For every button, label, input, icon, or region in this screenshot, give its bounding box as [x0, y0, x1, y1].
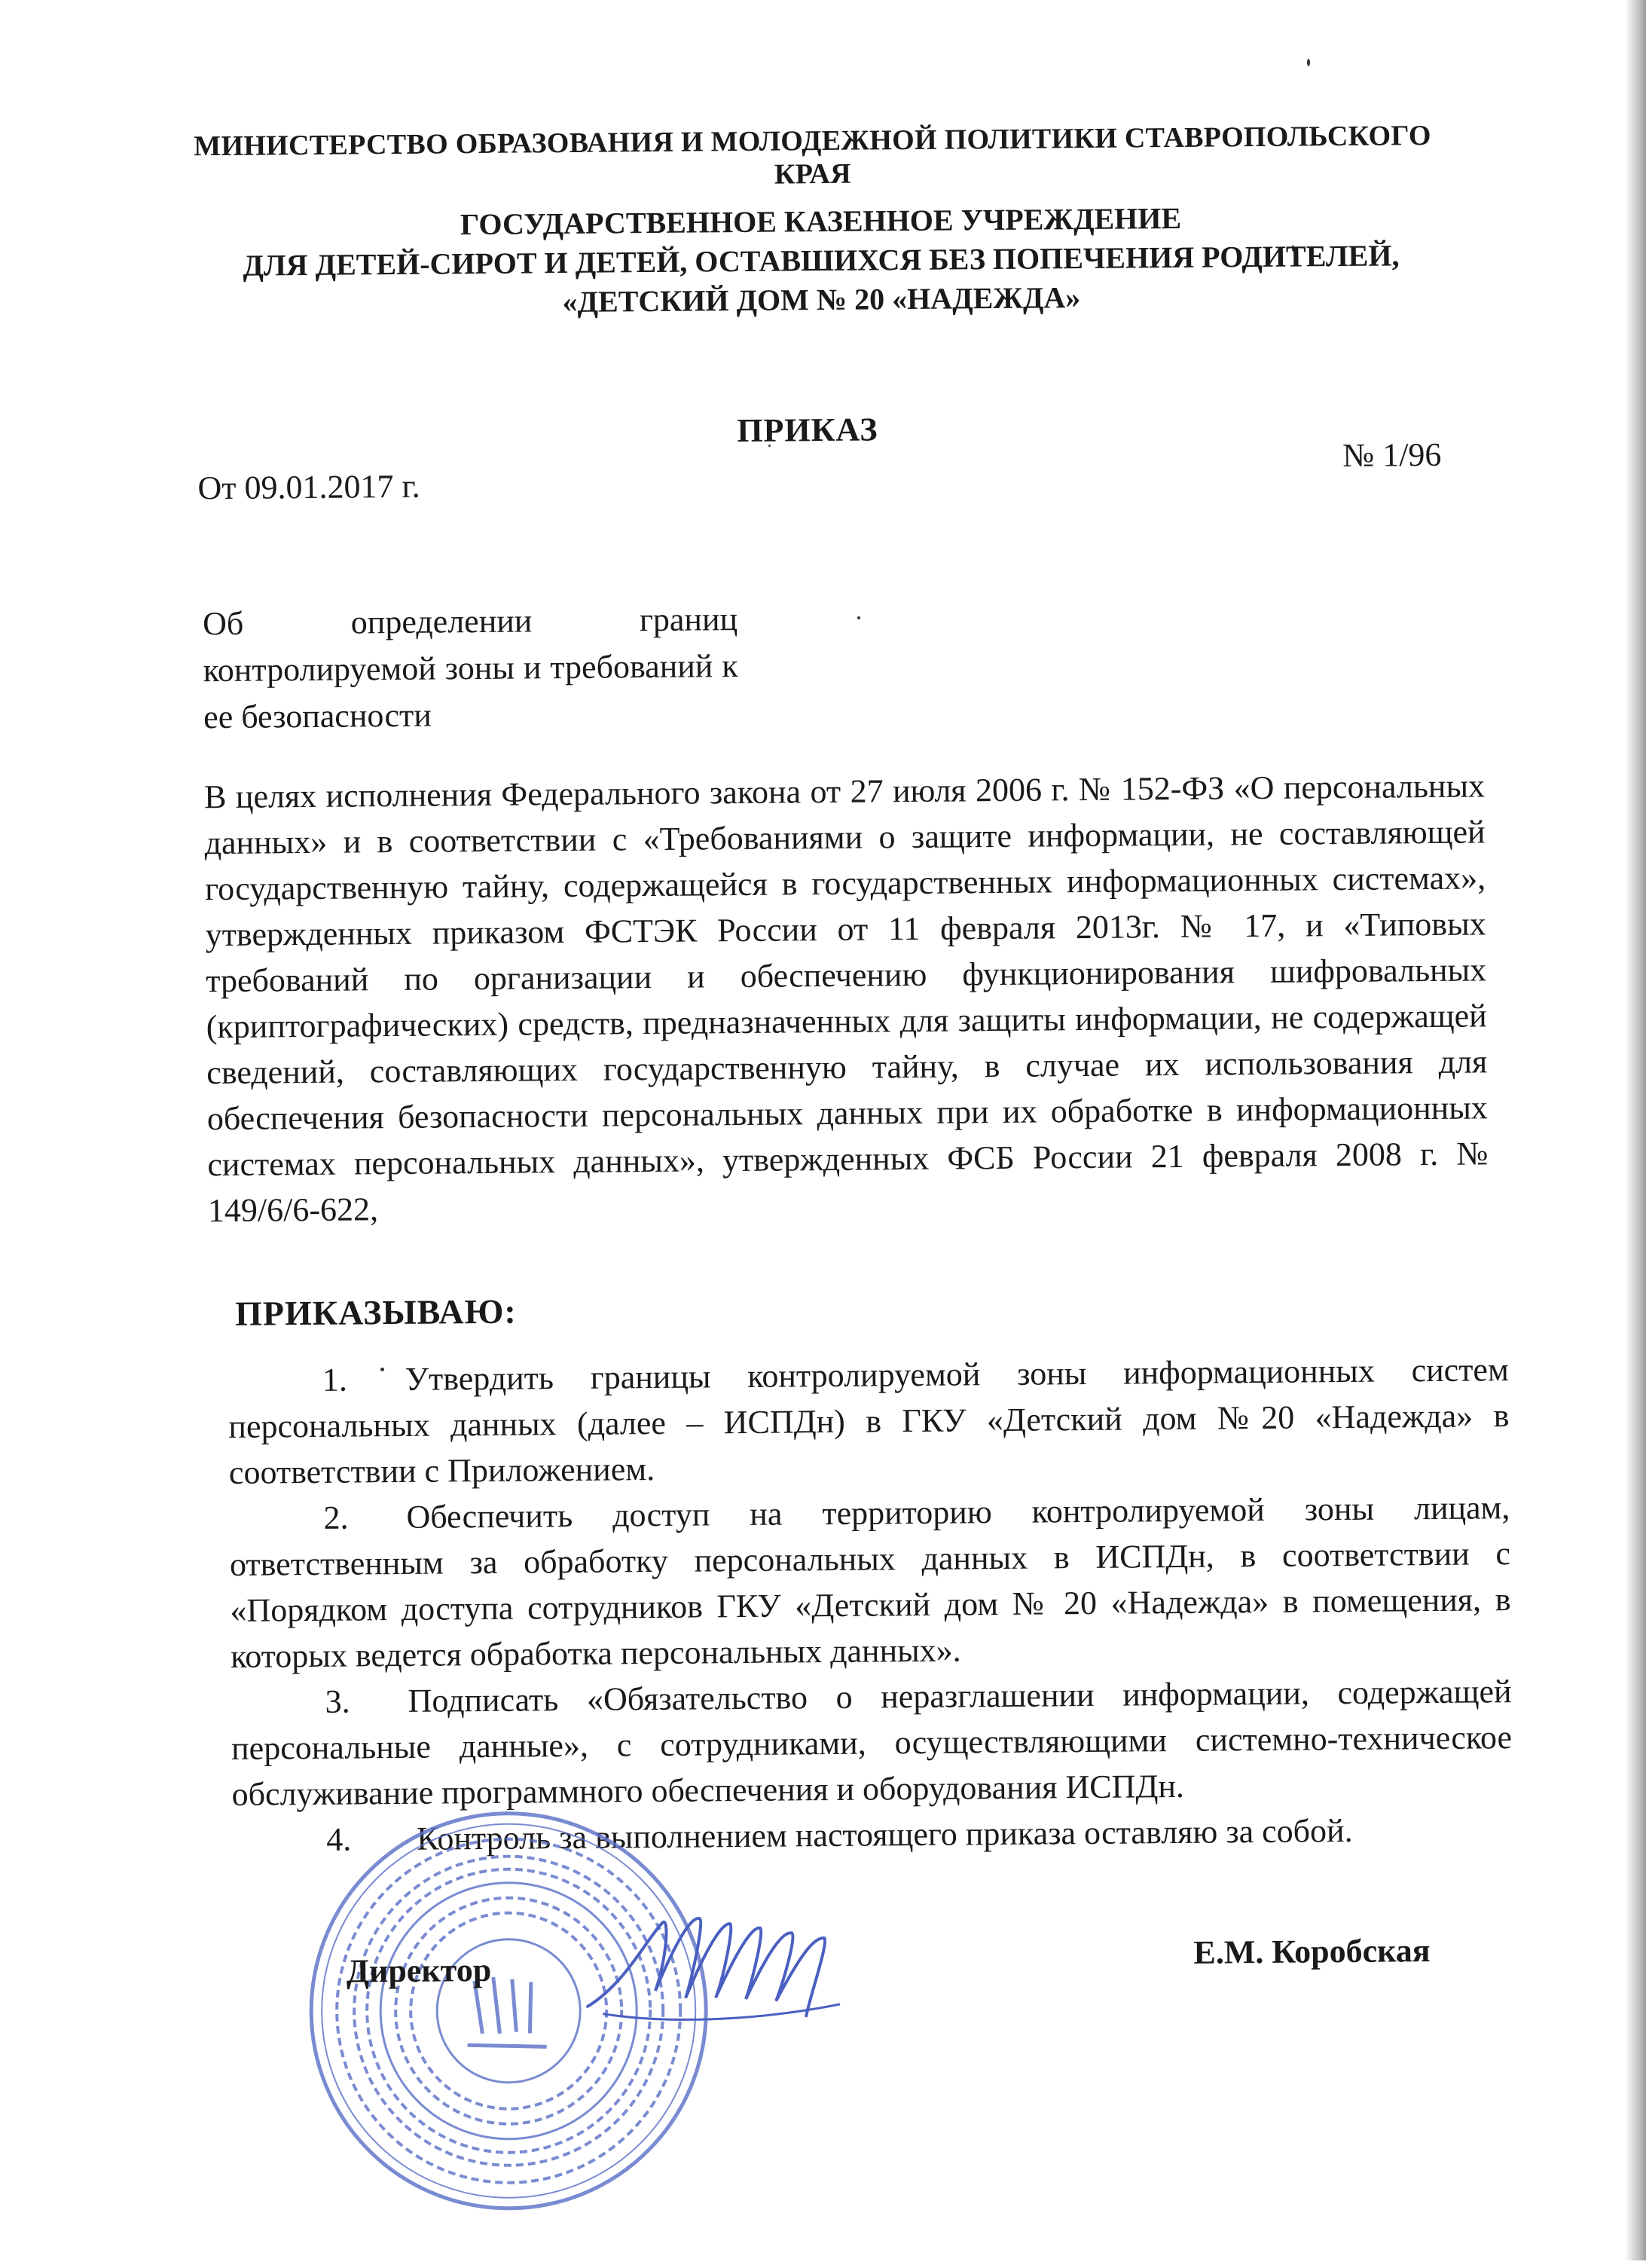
- item-text: Утвердить границы контролируемой зоны информационных систем персональных данных (далее – ИСПДн) в ГКУ «Детский дом №20 «Надежда» в соответствии с Приложением.: [228, 1351, 1510, 1491]
- order-date: От 09.01.2017 г.: [197, 467, 420, 507]
- order-subject: Об определении границ контролируемой зоны и требований к ее безопасности: [202, 601, 738, 736]
- order-title: ПРИКАЗ: [737, 411, 878, 450]
- item-text: Обеспечить доступ на территорию контролируемой зоны лицам, ответственным за обработку персональных данных в ИСПДн, в соответствии с «Порядком доступа сотрудников ГКУ «Детский дом № 20 «Надежда» в помещения, в которых ведется обработка персональных данных».: [229, 1489, 1511, 1675]
- item-number: 4.: [325, 1820, 352, 1858]
- order-item: [228, 1346, 1510, 1496]
- order-item: [229, 1484, 1511, 1680]
- item-text: Контроль за выполнением настоящего приказа оставляю за собой.: [416, 1811, 1353, 1857]
- institution-heading: [173, 197, 1469, 326]
- item-number: 2.: [323, 1499, 349, 1536]
- institution-line: «ДЕТСКИЙ ДОМ № 20 «НАДЕЖДА»: [562, 280, 1081, 319]
- institution-line: ДЛЯ ДЕТЕЙ-СИРОТ И ДЕТЕЙ, ОСТАВШИХСЯ БЕЗ ПОПЕЧЕНИЯ РОДИТЕЛЕЙ,: [243, 238, 1400, 283]
- director-title: Директор: [346, 1951, 492, 1990]
- item-number: 1.: [322, 1361, 348, 1398]
- director-signature: [579, 1891, 852, 2044]
- ministry-heading: МИНИСТЕРСТВО ОБРАЗОВАНИЯ И МОЛОДЕЖНОЙ ПОЛИТИКИ СТАВРОПОЛЬСКОГО КРАЯ: [194, 119, 1431, 191]
- order-directive: ПРИКАЗЫВАЮ:: [234, 1291, 517, 1333]
- order-number: № 1/96: [1342, 436, 1442, 475]
- item-text: Подписать «Обязательство о неразглашении информации, содержащей персональные данные», с сотрудниками, осуществляющими системно-техническое обслуживание программного обеспечения и оборудования ИСПДн.: [231, 1673, 1513, 1813]
- order-item: [231, 1668, 1513, 1817]
- institution-line: ГОСУДАРСТВЕННОЕ КАЗЕННОЕ УЧРЕЖДЕНИЕ: [460, 200, 1182, 242]
- director-name: Е.М. Коробская: [1193, 1932, 1431, 1971]
- item-number: 3.: [325, 1683, 350, 1720]
- preamble-paragraph: В целях исполнения Федерального закона от 27 июля 2006 г. № 152-ФЗ «О персональных данных» и в соответствии с «Требованиями о защите информации, не составляющей государственную тайну, содержащейся в государственных информационных системах», утвержденных приказом ФСТЭК России от 11 февраля 2013г. № 17, и «Типовых требований по организации и обеспечению функционирования шифровальных (криптографических) средств, предназначенных для защиты информации, не содержащей сведений, составляющих государственную тайну, в случае их использования для обеспечения безопасности персональных данных при их обработке в информационных системах персональных данных», утвержденных ФСБ России 21 февраля 2008 г. № 149/6/6-622,: [203, 767, 1489, 1230]
- order-items: [228, 1346, 1513, 1863]
